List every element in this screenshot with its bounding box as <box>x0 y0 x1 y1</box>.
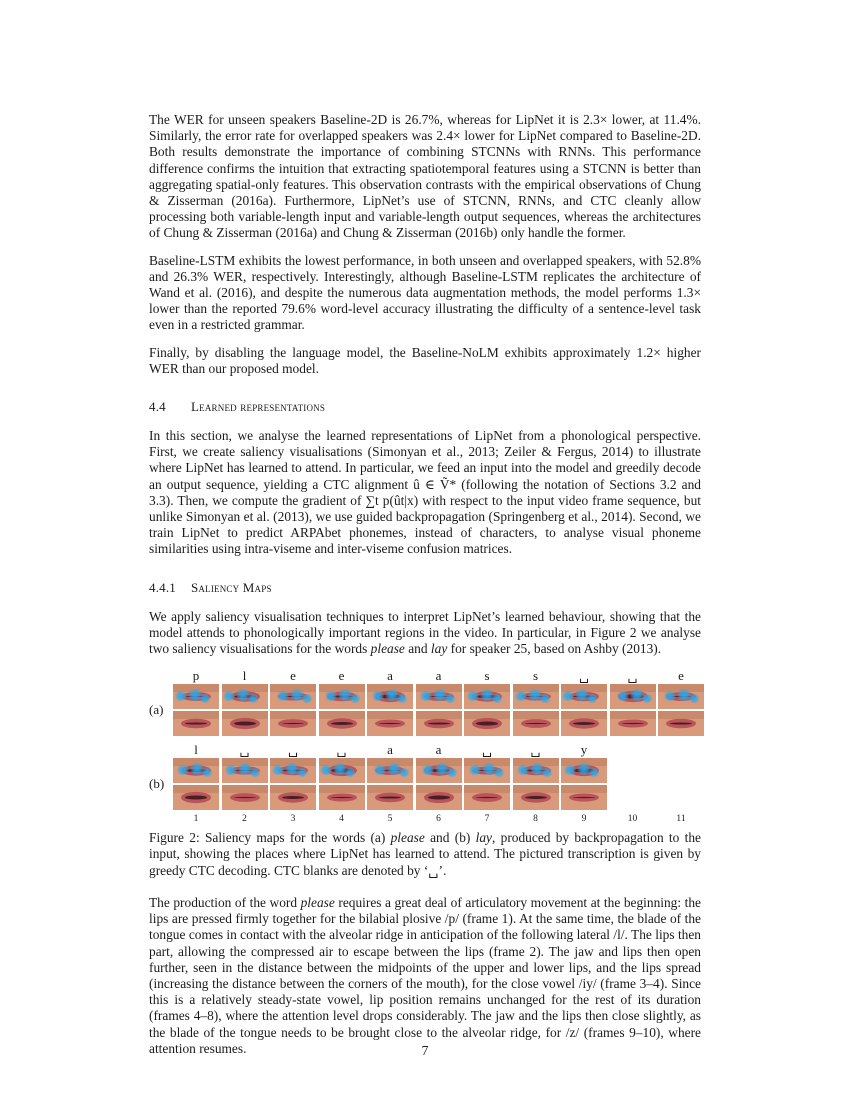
row-a-letter-4: e <box>338 668 345 684</box>
original-frame-7 <box>464 711 510 736</box>
figure-caption <box>149 830 701 879</box>
original-frame-3 <box>270 785 316 810</box>
saliency-blob <box>541 768 553 777</box>
row-b-letter-8: ␣ <box>530 742 541 758</box>
row-a-letter-7: s <box>484 668 490 684</box>
row-b-letter-5: a <box>387 742 393 758</box>
original-frame-8 <box>513 785 559 810</box>
saliency-frame-4 <box>319 684 365 709</box>
section-heading-4-4 <box>149 399 701 415</box>
row-b-letter-6: a <box>435 742 442 758</box>
original-frame-5 <box>367 785 413 810</box>
text-span: for speaker 25, based on Ashby (2013). <box>447 641 662 657</box>
saliency-blob <box>398 768 410 777</box>
text-span: , produced by backpropagation to the input, showing the places where LipNet has learned to attend. The pictured transcription is given by greedy CTC decoding. CTC blanks are denoted by ‘␣’. <box>149 830 701 878</box>
row-a-letter-5: a <box>387 668 393 684</box>
paragraph-wer-unseen: The WER for unseen speakers Baseline-2D is 26.7%, whereas for LipNet it is 2.3× lower, at 11.4%. Similarly, the error rate for overlapped speakers was 2.4× lower for LipNet compared to Baseline-2D. Both results demonstrate the importance of combining STCNNs with RNNs. This performance difference confirms the intuition that extracting spatiotemporal features using a STCNN is better than aggregating spatial-only features. This observation contrasts with the empirical observations of Chung & Zisserman (2016a). Furthermore, LipNet’s use of STCNN, RNNs, and CTC cleanly allow processing both variable-length input and variable-length output sequences, whereas the architectures of Chung & Zisserman (2016a) and Chung & Zisserman (2016b) only handle the former. <box>149 112 701 241</box>
frame-number-8: 8 <box>533 814 538 825</box>
saliency-frame-1 <box>173 758 219 783</box>
saliency-blob <box>296 768 308 777</box>
saliency-blob <box>641 694 653 703</box>
paragraph-baseline-lstm: Baseline-LSTM exhibits the lowest performance, in both unseen and overlapped speakers, with 52.8% and 26.3% WER, respectively. Interestingly, although Baseline-LSTM replicates the architecture of Wand et al. (2016), and despite the numerous data augmentation methods, the model performs 1.3× lower than the reported 79.6% word-level accuracy illustrating the difficulty of a sentence-level task even in a restricted grammar. <box>149 252 701 333</box>
frame-number-9: 9 <box>581 814 587 825</box>
page-number: 7 <box>421 1043 429 1058</box>
saliency-frame-10 <box>610 684 656 709</box>
row-b-letter-2: ␣ <box>239 742 250 758</box>
subsection-number: 4.4.1 <box>149 579 176 595</box>
row-label-a: (a) <box>149 702 164 718</box>
saliency-blob <box>493 768 505 777</box>
saliency-frame-2 <box>222 758 268 783</box>
original-frame-3 <box>270 711 316 736</box>
subsection-title: Saliency Maps <box>191 579 272 595</box>
row-b-letter-4: ␣ <box>336 742 347 758</box>
row-b-letter-1: l <box>194 742 198 758</box>
saliency-blob <box>419 691 433 701</box>
page-content <box>149 112 701 1068</box>
saliency-frame-6 <box>416 758 462 783</box>
saliency-frame-3 <box>270 758 316 783</box>
italic-word: lay <box>430 641 448 657</box>
frame-number-2: 2 <box>242 814 247 825</box>
saliency-blob <box>247 694 259 703</box>
saliency-frame-9 <box>561 684 607 709</box>
saliency-blob <box>396 694 408 703</box>
saliency-blob <box>688 694 700 703</box>
italic-word: please <box>300 894 335 910</box>
paragraph-saliency-maps <box>149 609 701 658</box>
saliency-frame-5 <box>367 684 413 709</box>
frame-number-10: 10 <box>627 814 638 825</box>
saliency-blob <box>514 691 528 701</box>
saliency-frame-7 <box>464 684 510 709</box>
frame-number-11: 11 <box>676 814 686 825</box>
saliency-frame-8 <box>513 684 559 709</box>
figure-saliency-maps <box>149 668 701 830</box>
saliency-blob <box>199 694 211 703</box>
saliency-frame-7 <box>464 758 510 783</box>
frame-number-5: 5 <box>387 814 393 825</box>
saliency-blob <box>446 768 458 777</box>
saliency-frame-2 <box>222 684 268 709</box>
row-a-letter-10: ␣ <box>627 668 638 684</box>
section-number: 4.4 <box>149 399 166 415</box>
original-frame-10 <box>610 711 656 736</box>
row-a-letter-2: l <box>242 668 247 684</box>
row-a-letter-8: s <box>532 668 539 684</box>
saliency-blob <box>301 694 313 703</box>
original-frame-5 <box>367 711 413 736</box>
saliency-frame-1 <box>173 684 219 709</box>
frame-number-3: 3 <box>290 814 296 825</box>
saliency-blob <box>444 694 456 703</box>
saliency-frame-11 <box>658 684 704 709</box>
saliency-blob <box>616 691 630 701</box>
saliency-blob <box>222 691 236 701</box>
row-a-letter-6: a <box>435 668 442 684</box>
section-title: Learned representations <box>191 399 326 415</box>
saliency-blob <box>249 768 261 777</box>
text-span: We apply saliency visualisation techniques to interpret LipNet’s learned behaviour, showing that the model attends to phonologically important regions in the video. In particular, in Figure 2 we analyse two saliency visualisations for the words <box>149 608 701 657</box>
saliency-blob <box>421 765 435 775</box>
original-frame-1 <box>173 711 219 736</box>
row-a-letter-11: e <box>678 668 684 684</box>
saliency-blob <box>319 765 333 775</box>
section-heading-4-4-1 <box>149 580 701 596</box>
saliency-blob <box>201 768 213 777</box>
row-b-letter-3: ␣ <box>288 742 298 758</box>
text-span: The production of the word <box>149 894 301 910</box>
italic-word: please <box>390 830 425 846</box>
text-span: and (b) <box>424 830 476 846</box>
row-b-letter-9: y <box>580 742 588 758</box>
saliency-frame-6 <box>416 684 462 709</box>
saliency-blob <box>539 694 551 703</box>
original-frame-8 <box>513 711 559 736</box>
saliency-frame-9 <box>561 758 607 783</box>
saliency-blob <box>349 694 361 703</box>
saliency-blob <box>491 694 503 703</box>
row-b-letter-7: ␣ <box>482 742 492 758</box>
frame-number-7: 7 <box>484 814 490 825</box>
paragraph-baseline-nolm: Finally, by disabling the language model, the Baseline-NoLM exhibits approximately 1.2× higher WER than our proposed model. <box>149 344 701 376</box>
original-frame-9 <box>561 785 607 810</box>
frame-number-1: 1 <box>193 814 199 825</box>
original-frame-2 <box>222 711 268 736</box>
italic-word: please <box>370 641 405 657</box>
saliency-frame-8 <box>513 758 559 783</box>
saliency-blob <box>586 694 598 703</box>
paragraph-learned-representations: In this section, we analyse the learned representations of LipNet from a phonological perspective. First, we create saliency visualisations (Simonyan et al., 2013; Zeiler & Fergus, 2014) to illustrate where LipNet has learned to attend. In particular, we feed an input into the model and greedily decode an output sequence, yielding a CTC alignment û ∈ Ṽ* (following the notation of Sections 3.2 and 3.3). Then, we compute the gradient of ∑t p(ût|x) with respect to the input video frame sequence, but unlike Simonyan et al. (2013), we use guided backpropagation (Springenberg et al., 2014). Second, we train LipNet to predict ARPAbet phonemes, instead of characters, to analyse visual phoneme similarities using intra-viseme and inter-viseme confusion matrices. <box>149 428 701 557</box>
original-frame-11 <box>658 711 704 736</box>
original-frame-6 <box>416 785 462 810</box>
original-frame-4 <box>319 785 365 810</box>
text-span: Figure 2: Saliency maps for the words (a) <box>149 830 391 846</box>
original-frame-2 <box>222 785 268 810</box>
row-a-letter-1: p <box>192 668 200 684</box>
original-frame-4 <box>319 711 365 736</box>
original-frame-7 <box>464 785 510 810</box>
text-span: and <box>404 641 431 657</box>
text-span: requires a great deal of articulatory movement at the beginning: the lips are pressed firmly together for the bilabial plosive /p/ (frame 1). At the same time, the blade of the tongue comes in contact with the alveolar ridge in anticipation of the following lateral /l/. The lips then part, allowing the compressed air to escape between the lips (frame 2). The jaw and lips then open further, seen in the distance between the midpoints of the upper and lower lips, and the lips spread (increasing the distance between the corners of the mouth), for the close vowel /iy/ (frame 3–4). Since this is a relatively steady-state vowel, lip position remains unchanged for the rest of its duration (frames 4–8), where the attention level drops considerably. The jaw and the lips then close slightly, as the blade of the tongue needs to be brought close to the alveolar ridge, for /z/ (frames 9–10), where attention resumes. <box>149 894 701 1056</box>
saliency-frame-5 <box>367 758 413 783</box>
paragraph-please-articulation <box>149 895 701 1057</box>
saliency-blob <box>224 765 238 775</box>
saliency-blob <box>344 768 356 777</box>
saliency-frame-4 <box>319 758 365 783</box>
saliency-blob <box>588 768 600 777</box>
frame-number-6: 6 <box>436 814 441 825</box>
row-a-letter-9: ␣ <box>579 668 589 684</box>
original-frame-6 <box>416 711 462 736</box>
italic-word: lay <box>475 830 492 846</box>
saliency-frame-3 <box>270 684 316 709</box>
original-frame-1 <box>173 785 219 810</box>
row-a-letter-3: e <box>290 668 296 684</box>
frame-number-4: 4 <box>339 814 344 825</box>
original-frame-9 <box>561 711 607 736</box>
saliency-blob <box>516 765 530 775</box>
saliency-blob <box>324 691 338 701</box>
row-label-b: (b) <box>149 776 165 792</box>
